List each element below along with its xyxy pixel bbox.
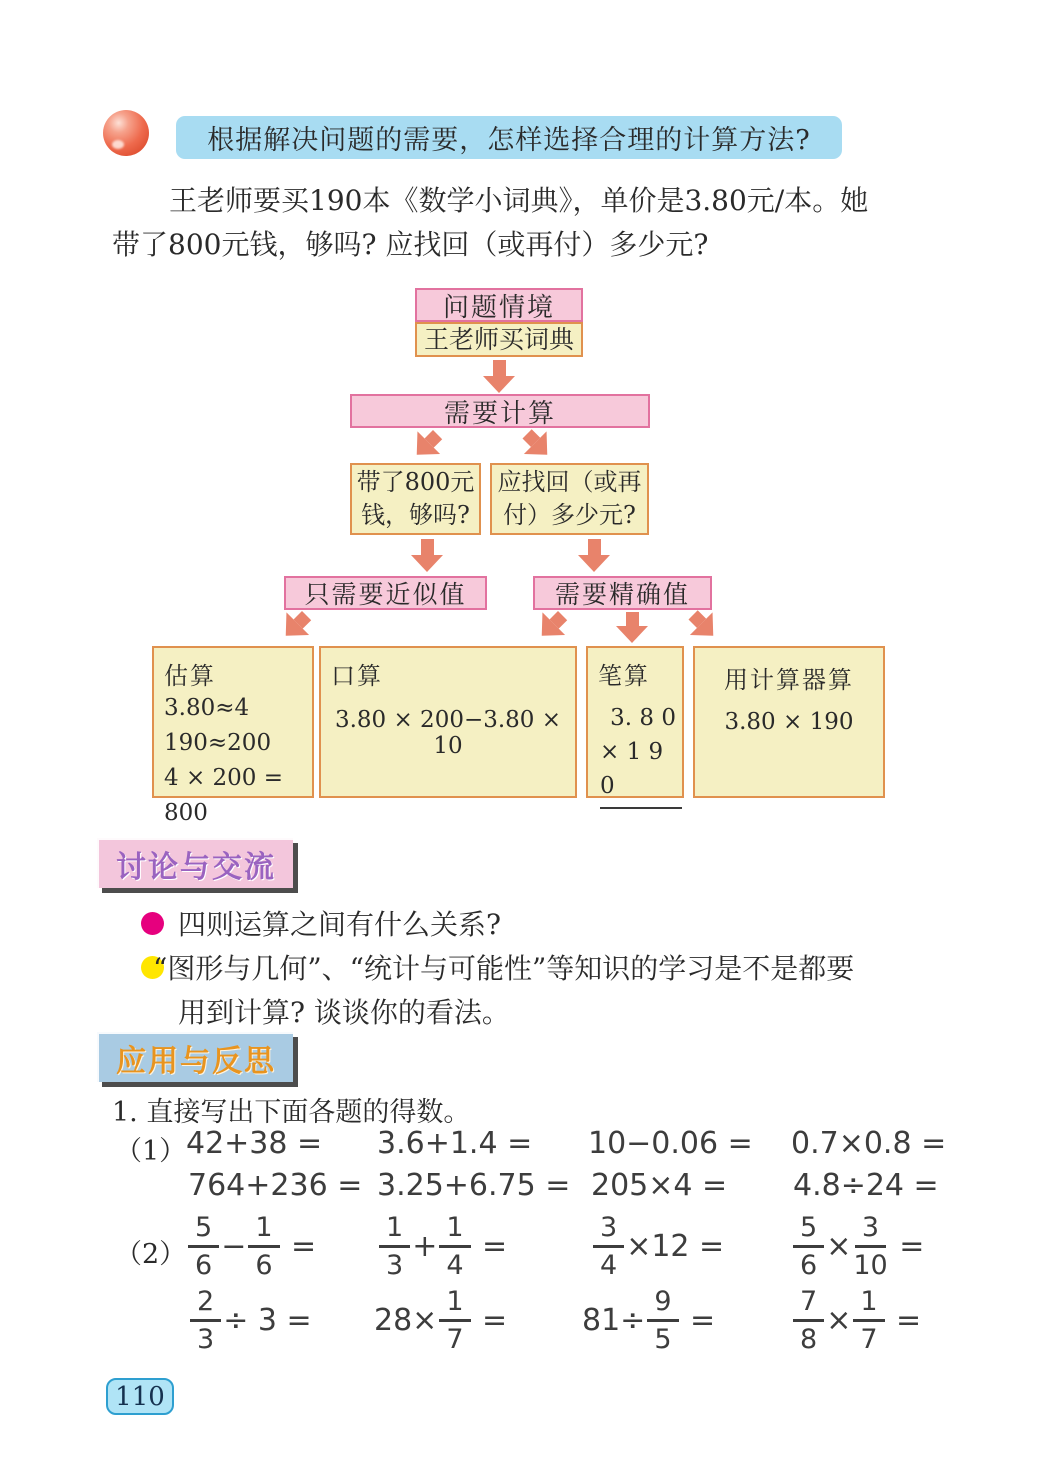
fraction: $\frac{1}{3}$ [379,1214,410,1279]
fraction: $\frac{5}{6}$ [793,1214,824,1279]
math-text: ÷ 3 = [223,1303,312,1338]
flow-box-branch-left [350,463,481,535]
math-text: 81÷ [582,1303,646,1338]
fraction: $\frac{1}{6}$ [248,1214,279,1279]
vertical-multiplication [600,701,682,809]
math-text: × [826,1229,852,1264]
flow-box-estimate [152,646,314,826]
calculator-title: 用计算器算 [724,666,854,694]
arrow-down-icon [411,539,443,572]
math-problem [791,1214,924,1279]
fraction: $\frac{1}{7}$ [853,1288,884,1353]
math-problem: 3.6+1.4 = [377,1126,533,1161]
math-problem: 4.8÷24 = [793,1168,939,1203]
math-text: = [281,1229,317,1264]
flow-box-exact-text: 需要精确值 [554,580,690,609]
estimate-line-1: 3.80≈4 [164,695,250,721]
math-text: = [472,1303,508,1338]
mental-expression: 3.80 × 200−3.80 × 10 [334,707,562,759]
math-problem [186,1214,316,1279]
flow-box-problem-label [415,288,583,322]
application-badge [97,1032,293,1082]
section-question-text: 根据解决问题的需要，怎样选择合理的计算方法? [207,125,811,156]
discussion-bullet-2-line-2: 用到计算? 谈谈你的看法。 [178,996,510,1029]
fraction: $\frac{1}{7}$ [439,1288,470,1353]
arrow-down-icon [616,612,648,643]
math-problem [791,1288,921,1353]
arrow-down-icon [578,539,610,572]
discussion-bullet-1: 四则运算之间有什么关系? [178,908,502,941]
math-problem [374,1288,507,1353]
math-problem [377,1214,507,1279]
flow-box-need-compute-text: 需要计算 [443,398,556,429]
math-text: 28× [374,1303,438,1338]
exercise-instruction: 1. 直接写出下面各题的得数。 [112,1097,471,1128]
flow-box-problem-case [415,322,583,357]
intro-line-1: 王老师要买190本《数学小词典》，单价是3.80元/本。她 [169,184,869,217]
page-number-text: 110 [115,1381,165,1412]
arrow-down-icon [483,360,515,393]
flow-box-problem-label-text: 问题情境 [442,292,555,323]
flow-box-calculator [693,646,885,798]
red-sphere-icon [103,110,149,156]
bullet-dot-magenta-icon [141,912,164,935]
flow-box-exact [533,576,712,610]
calculator-expression: 3.80 × 190 [724,709,854,735]
discussion-bullet-2-line-1: “图形与几何”、“统计与可能性”等知识的学习是不是都要 [153,952,855,985]
branch-right-line-1: 应找回（或再 [497,468,642,496]
math-problem [591,1214,724,1279]
math-problem [582,1288,715,1353]
multiplicand: 3. 8 0 [610,705,676,731]
math-text: ×12 = [626,1229,725,1264]
intro-paragraph [112,179,934,267]
flow-box-written [586,646,684,798]
flow-box-problem-case-text: 王老师买词典 [423,325,574,354]
flow-box-need-compute [350,394,650,428]
estimate-line-2: 190≈200 [164,730,272,756]
fraction: $\frac{3}{4}$ [593,1214,624,1279]
math-text: = [680,1303,716,1338]
fraction: $\frac{7}{8}$ [793,1288,824,1353]
math-problem: 10−0.06 = [588,1126,753,1161]
page-number-badge [106,1378,174,1415]
math-problem: 205×4 = [591,1168,728,1203]
branch-left-line-2: 钱，够吗? [361,501,470,529]
estimate-title: 估算 [164,662,216,690]
estimate-line-3: 4 × 200 = 800 [164,765,284,826]
math-text: = [889,1229,925,1264]
math-problem: 42+38 = [186,1126,323,1161]
math-text: × [826,1303,852,1338]
math-text: = [472,1229,508,1264]
fraction: $\frac{9}{5}$ [647,1288,678,1353]
intro-line-2: 带了800元钱，够吗? 应找回（或再付）多少元? [112,228,709,261]
math-problem: 764+236 = [188,1168,363,1203]
mental-title: 口算 [331,662,383,690]
flow-box-approx-text: 只需要近似值 [304,580,467,609]
fraction: $\frac{2}{3}$ [190,1288,221,1353]
discussion-badge-text: 讨论与交流 [116,850,276,885]
math-problem [188,1288,312,1353]
group-2-label: （2） [115,1239,187,1270]
math-text: + [412,1229,438,1264]
application-badge-text: 应用与反思 [116,1044,276,1079]
section-question-highlight [176,116,842,159]
math-problem: 0.7×0.8 = [791,1126,947,1161]
group-1-label: （1） [115,1136,187,1167]
branch-right-line-2: 付）多少元? [503,501,636,529]
math-text: = [886,1303,922,1338]
multiplier: × 1 9 0 [600,739,664,799]
discussion-badge [97,838,293,888]
math-problem: 3.25+6.75 = [377,1168,571,1203]
arrow-down-left-icon [405,423,448,466]
math-text: − [221,1229,247,1264]
flow-box-branch-right [490,463,649,535]
flow-box-approx [284,576,487,610]
flow-box-mental [319,646,577,798]
written-title: 笔算 [598,662,650,690]
fraction: $\frac{1}{4}$ [439,1214,470,1279]
fraction: $\frac{3}{10}$ [853,1212,888,1281]
fraction: $\frac{5}{6}$ [188,1214,219,1279]
branch-left-line-1: 带了800元 [356,468,475,496]
